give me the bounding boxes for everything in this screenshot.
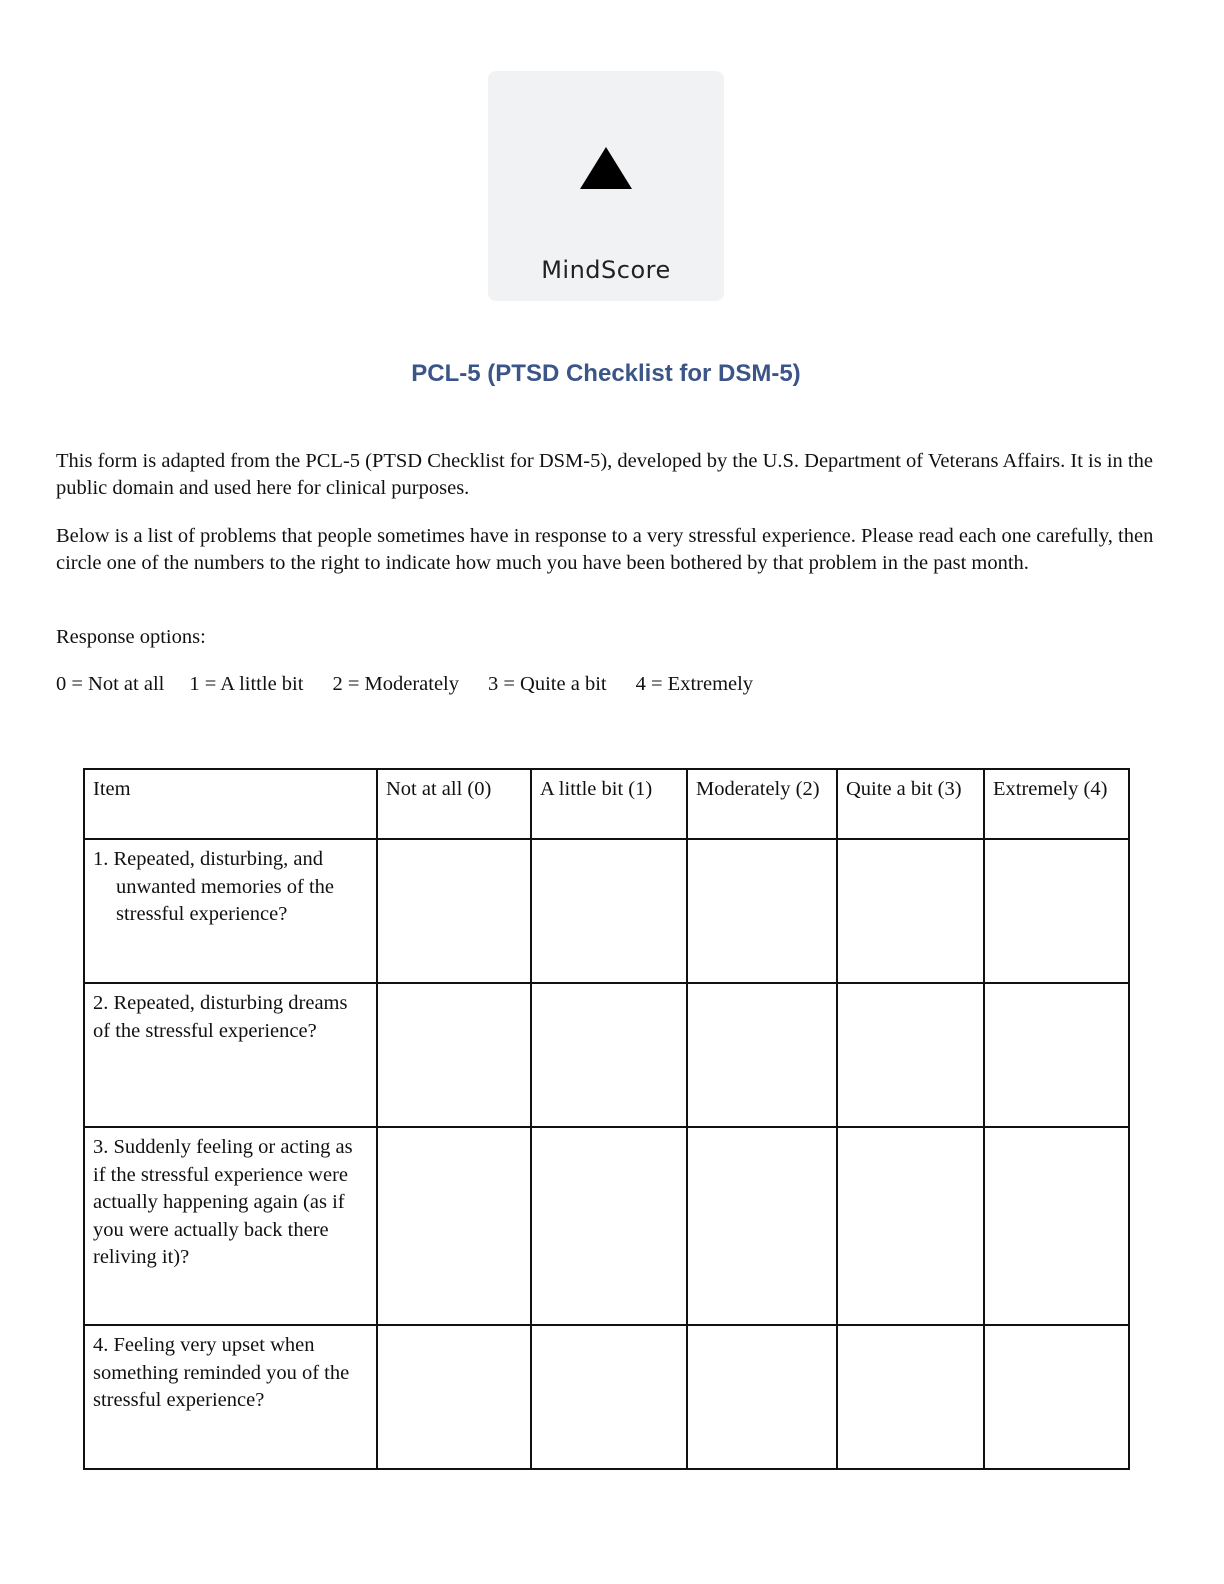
item-4-response-3[interactable] xyxy=(837,1325,984,1469)
header-not-at-all: Not at all (0) xyxy=(377,769,531,839)
item-2-response-0[interactable] xyxy=(377,983,531,1127)
item-3-response-1[interactable] xyxy=(531,1127,687,1325)
item-4-text: 4. Feeling very upset when something reminded you of the stressful experience? xyxy=(93,1334,350,1411)
item-2-response-1[interactable] xyxy=(531,983,687,1127)
item-2-response-2[interactable] xyxy=(687,983,837,1127)
item-cell xyxy=(84,839,377,983)
item-1-response-3[interactable] xyxy=(837,839,984,983)
header-item: Item xyxy=(84,769,377,839)
response-option-4: 4 = Extremely xyxy=(635,673,754,695)
logo-box xyxy=(488,71,724,301)
item-3-response-0[interactable] xyxy=(377,1127,531,1325)
item-3-response-2[interactable] xyxy=(687,1127,837,1325)
table-row xyxy=(84,1325,1129,1469)
item-1-response-0[interactable] xyxy=(377,839,531,983)
header-moderately: Moderately (2) xyxy=(687,769,837,839)
table-header-row xyxy=(84,769,1129,839)
item-2-response-3[interactable] xyxy=(837,983,984,1127)
item-1-text: 1. Repeated, disturbing, and unwanted memories of the stressful experience? xyxy=(93,848,335,925)
table-row xyxy=(84,839,1129,983)
response-option-2: 2 = Moderately xyxy=(332,673,459,695)
item-cell xyxy=(84,1325,377,1469)
logo-text: MindScore xyxy=(541,256,671,284)
item-2-response-4[interactable] xyxy=(984,983,1129,1127)
item-cell xyxy=(84,1127,377,1325)
triangle-icon xyxy=(580,147,632,189)
response-option-1: 1 = A little bit xyxy=(189,673,304,695)
item-1-response-4[interactable] xyxy=(984,839,1129,983)
item-1-response-1[interactable] xyxy=(531,839,687,983)
item-4-response-1[interactable] xyxy=(531,1325,687,1469)
page-title: PCL-5 (PTSD Checklist for DSM-5) xyxy=(411,360,801,387)
response-options-legend xyxy=(56,671,753,698)
header-a-little-bit: A little bit (1) xyxy=(531,769,687,839)
intro-paragraph-instructions: Below is a list of problems that people sometimes have in response to a very stressful experience. Please read each one carefully, then circle one of the numbers to the right to indicate how much you have been bothered by that problem in the past month. xyxy=(56,525,1154,574)
response-option-0: 0 = Not at all xyxy=(56,673,165,695)
header-extremely: Extremely (4) xyxy=(984,769,1129,839)
item-3-response-3[interactable] xyxy=(837,1127,984,1325)
item-3-response-4[interactable] xyxy=(984,1127,1129,1325)
response-option-3: 3 = Quite a bit xyxy=(488,673,607,695)
item-4-response-0[interactable] xyxy=(377,1325,531,1469)
item-cell xyxy=(84,983,377,1127)
item-4-response-2[interactable] xyxy=(687,1325,837,1469)
item-1-response-2[interactable] xyxy=(687,839,837,983)
item-2-text: 2. Repeated, disturbing dreams of the stressful experience? xyxy=(93,992,348,1042)
item-4-response-4[interactable] xyxy=(984,1325,1129,1469)
pcl5-table xyxy=(83,768,1130,1470)
item-3-text: 3. Suddenly feeling or acting as if the stressful experience were actually happening again (as if you were actually back there reliving it)? xyxy=(93,1136,353,1268)
intro-paragraph-source: This form is adapted from the PCL-5 (PTSD Checklist for DSM-5), developed by the U.S. Department of Veterans Affairs. It is in the public domain and used here for clinical purposes. xyxy=(56,450,1153,499)
table-row xyxy=(84,1127,1129,1325)
header-quite-a-bit: Quite a bit (3) xyxy=(837,769,984,839)
table-row xyxy=(84,983,1129,1127)
response-options-label: Response options: xyxy=(56,626,206,648)
